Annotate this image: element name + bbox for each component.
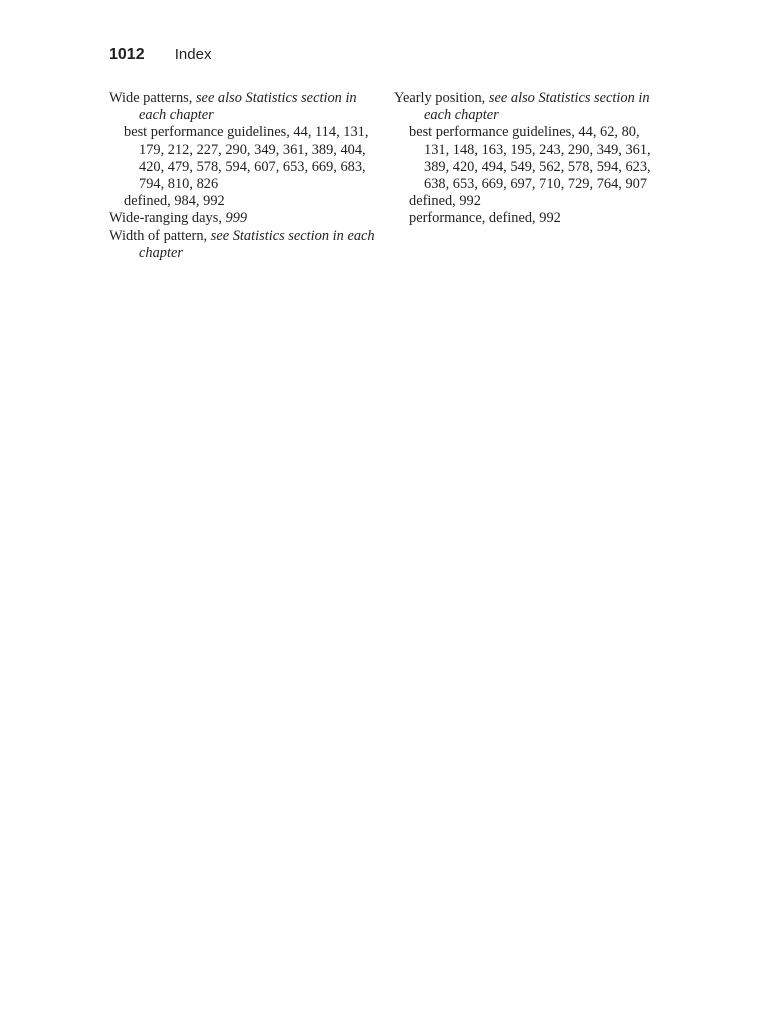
see-also-reference: see also Statistics section in each chapter [424, 90, 650, 124]
index-entry-wide-patterns [109, 90, 379, 124]
page-header [109, 45, 211, 65]
index-subentry: defined, 984, 992 [124, 193, 225, 210]
index-entry-yearly-position [394, 90, 664, 124]
index-subentry: best performance guidelines, 44, 114, 131, 179, 212, 227, 290, 349, 361, 389, 404, 420, 479, 578, 594, 607, 653, 669, 683, 794, 810, 826 [124, 124, 369, 193]
index-term: Wide patterns, [109, 90, 193, 106]
index-column-left [109, 90, 379, 262]
index-term: Yearly position, [394, 90, 486, 106]
page-number: 1012 [109, 46, 145, 63]
index-term: Wide-ranging days, [109, 210, 222, 227]
page-reference: 999 [225, 210, 248, 227]
section-title: Index [174, 46, 212, 63]
index-column-right [394, 90, 664, 228]
index-entry-width-of-pattern [109, 228, 379, 262]
see-also-reference: see also Statistics section in each chapter [139, 90, 357, 124]
index-term: Width of pattern, [109, 227, 208, 244]
index-subentry: performance, defined, 992 [409, 210, 561, 227]
index-subentry: defined, 992 [409, 193, 481, 210]
see-reference: see Statistics section in each chapter [139, 227, 375, 261]
index-subentry: best performance guidelines, 44, 62, 80, 131, 148, 163, 195, 243, 290, 349, 361, 389, 420, 494, 549, 562, 578, 594, 623, 638, 653, 669, 697, 710, 729, 764, 907 [409, 124, 651, 193]
index-entry-wide-ranging-days [109, 210, 379, 227]
